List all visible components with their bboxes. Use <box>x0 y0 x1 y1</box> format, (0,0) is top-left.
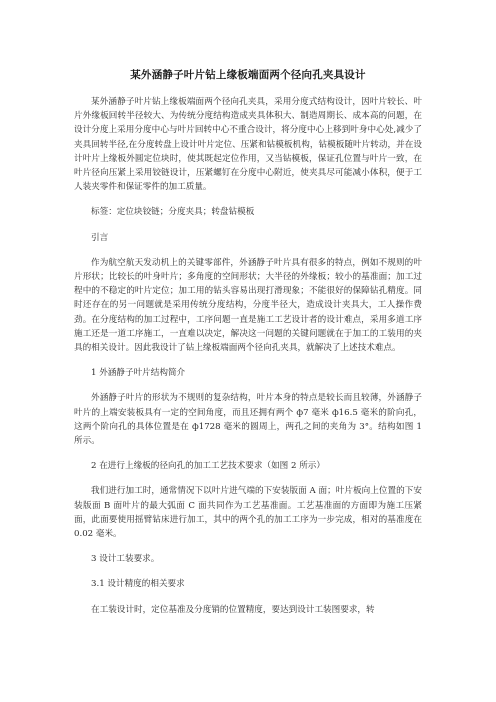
section-heading-3-1: 3.1 设计精度的相关要求 <box>91 579 185 590</box>
section-2-paragraph: 我们进行加工时，通常情况下以叶片进气端的下安装版面 A 面；叶片板向上位置的下安装版面 B 面叶片的最大弧面 C 面共同作为工艺基准面。工艺基准面的方面即为施工压紧面，此面要使用摇臂钻床进行加工，其中的两个孔的加工工序为一步完成，相对的基准度在 0.02 毫米。 <box>74 486 422 540</box>
keywords-paragraph: 标签：定位块铰链；分度夹具；转盘钻模板 <box>91 207 255 218</box>
document-title: 某外涵静子叶片钻上缘板端面两个径向孔夹具设计 <box>130 69 366 81</box>
section-3-1-paragraph: 在工装设计时，定位基准及分度销的位置精度，要达到设计工装图要求，转 <box>91 604 375 615</box>
abstract-paragraph: 某外涵静子叶片钻上缘板端面两个径向孔夹具，采用分度式结构设计，因叶片较长、叶片外缘板回转半径较大、为传统分度结构造成夹具体积大、制造周期长、成本高的问题，在设计分度上采用分度中心与叶片回转中心不重合设计，将分度中心上移到叶身中心处,减少了夹具回转半径,在分度转盘上设计叶片定位、压紧和钻模板机构，钻模板随叶片转动，并在设计叶片上缘板外圆定位块时，使其既起定位作用，又当钻模板，保证孔位置与叶片一致，在叶片径向压紧上采用铰链设计，压紧螺钉在分度中心附近，使夹具尽可能减小体积，便于工人装夹零件和保证零件的加工质量。 <box>74 97 422 193</box>
section-heading-3: 3 设计工装要求。 <box>91 554 160 565</box>
section-heading-1: 1 外涵静子叶片结构简介 <box>91 368 186 379</box>
section-heading-2: 2 在进行上缘板的径向孔的加工工艺技术要求（如图 2 所示） <box>91 461 325 472</box>
intro-paragraph: 作为航空航天发动机上的关键零部件，外涵静子叶片具有很多的特点，例如不规则的叶片形状；比较长的叶身叶片；多角度的空间形状；大半径的外缘板；较小的基准面；加工过程中的不稳定的叶片定位；加工用的钻头容易出现打滑现象；不能很好的保障钻孔精度。同时还存在的另一问题就是采用传统分度结构，分度半径大，造成设计夹具大，工人操作费劲。在分度结构的加工过程中，工序问题一直是施工工艺设计者的设计难点，采用多道工序施工还是一道工序施工，一直难以决定，解决这一问题的关键问题就在于加工的工装用的夹具的相关设计。因此我设计了钻上缘板端面两个径向孔夹具，就解决了上述技术难点。 <box>74 257 422 354</box>
section-heading-intro: 引言 <box>91 232 109 243</box>
document-body <box>74 95 422 628</box>
section-1-paragraph: 外涵静子叶片的形状为不规则的复杂结构，叶片本身的特点是较长而且较薄，外涵静子叶片的上端安装板具有一定的空间角度，而且还拥有两个 ф7 毫米 ф16.5 毫米的阶向孔，这两个阶向孔的具体位置是在 ф1728 毫米的圆周上，两孔之间的夹角为 3°。结构如图 1 所示。 <box>74 393 422 447</box>
